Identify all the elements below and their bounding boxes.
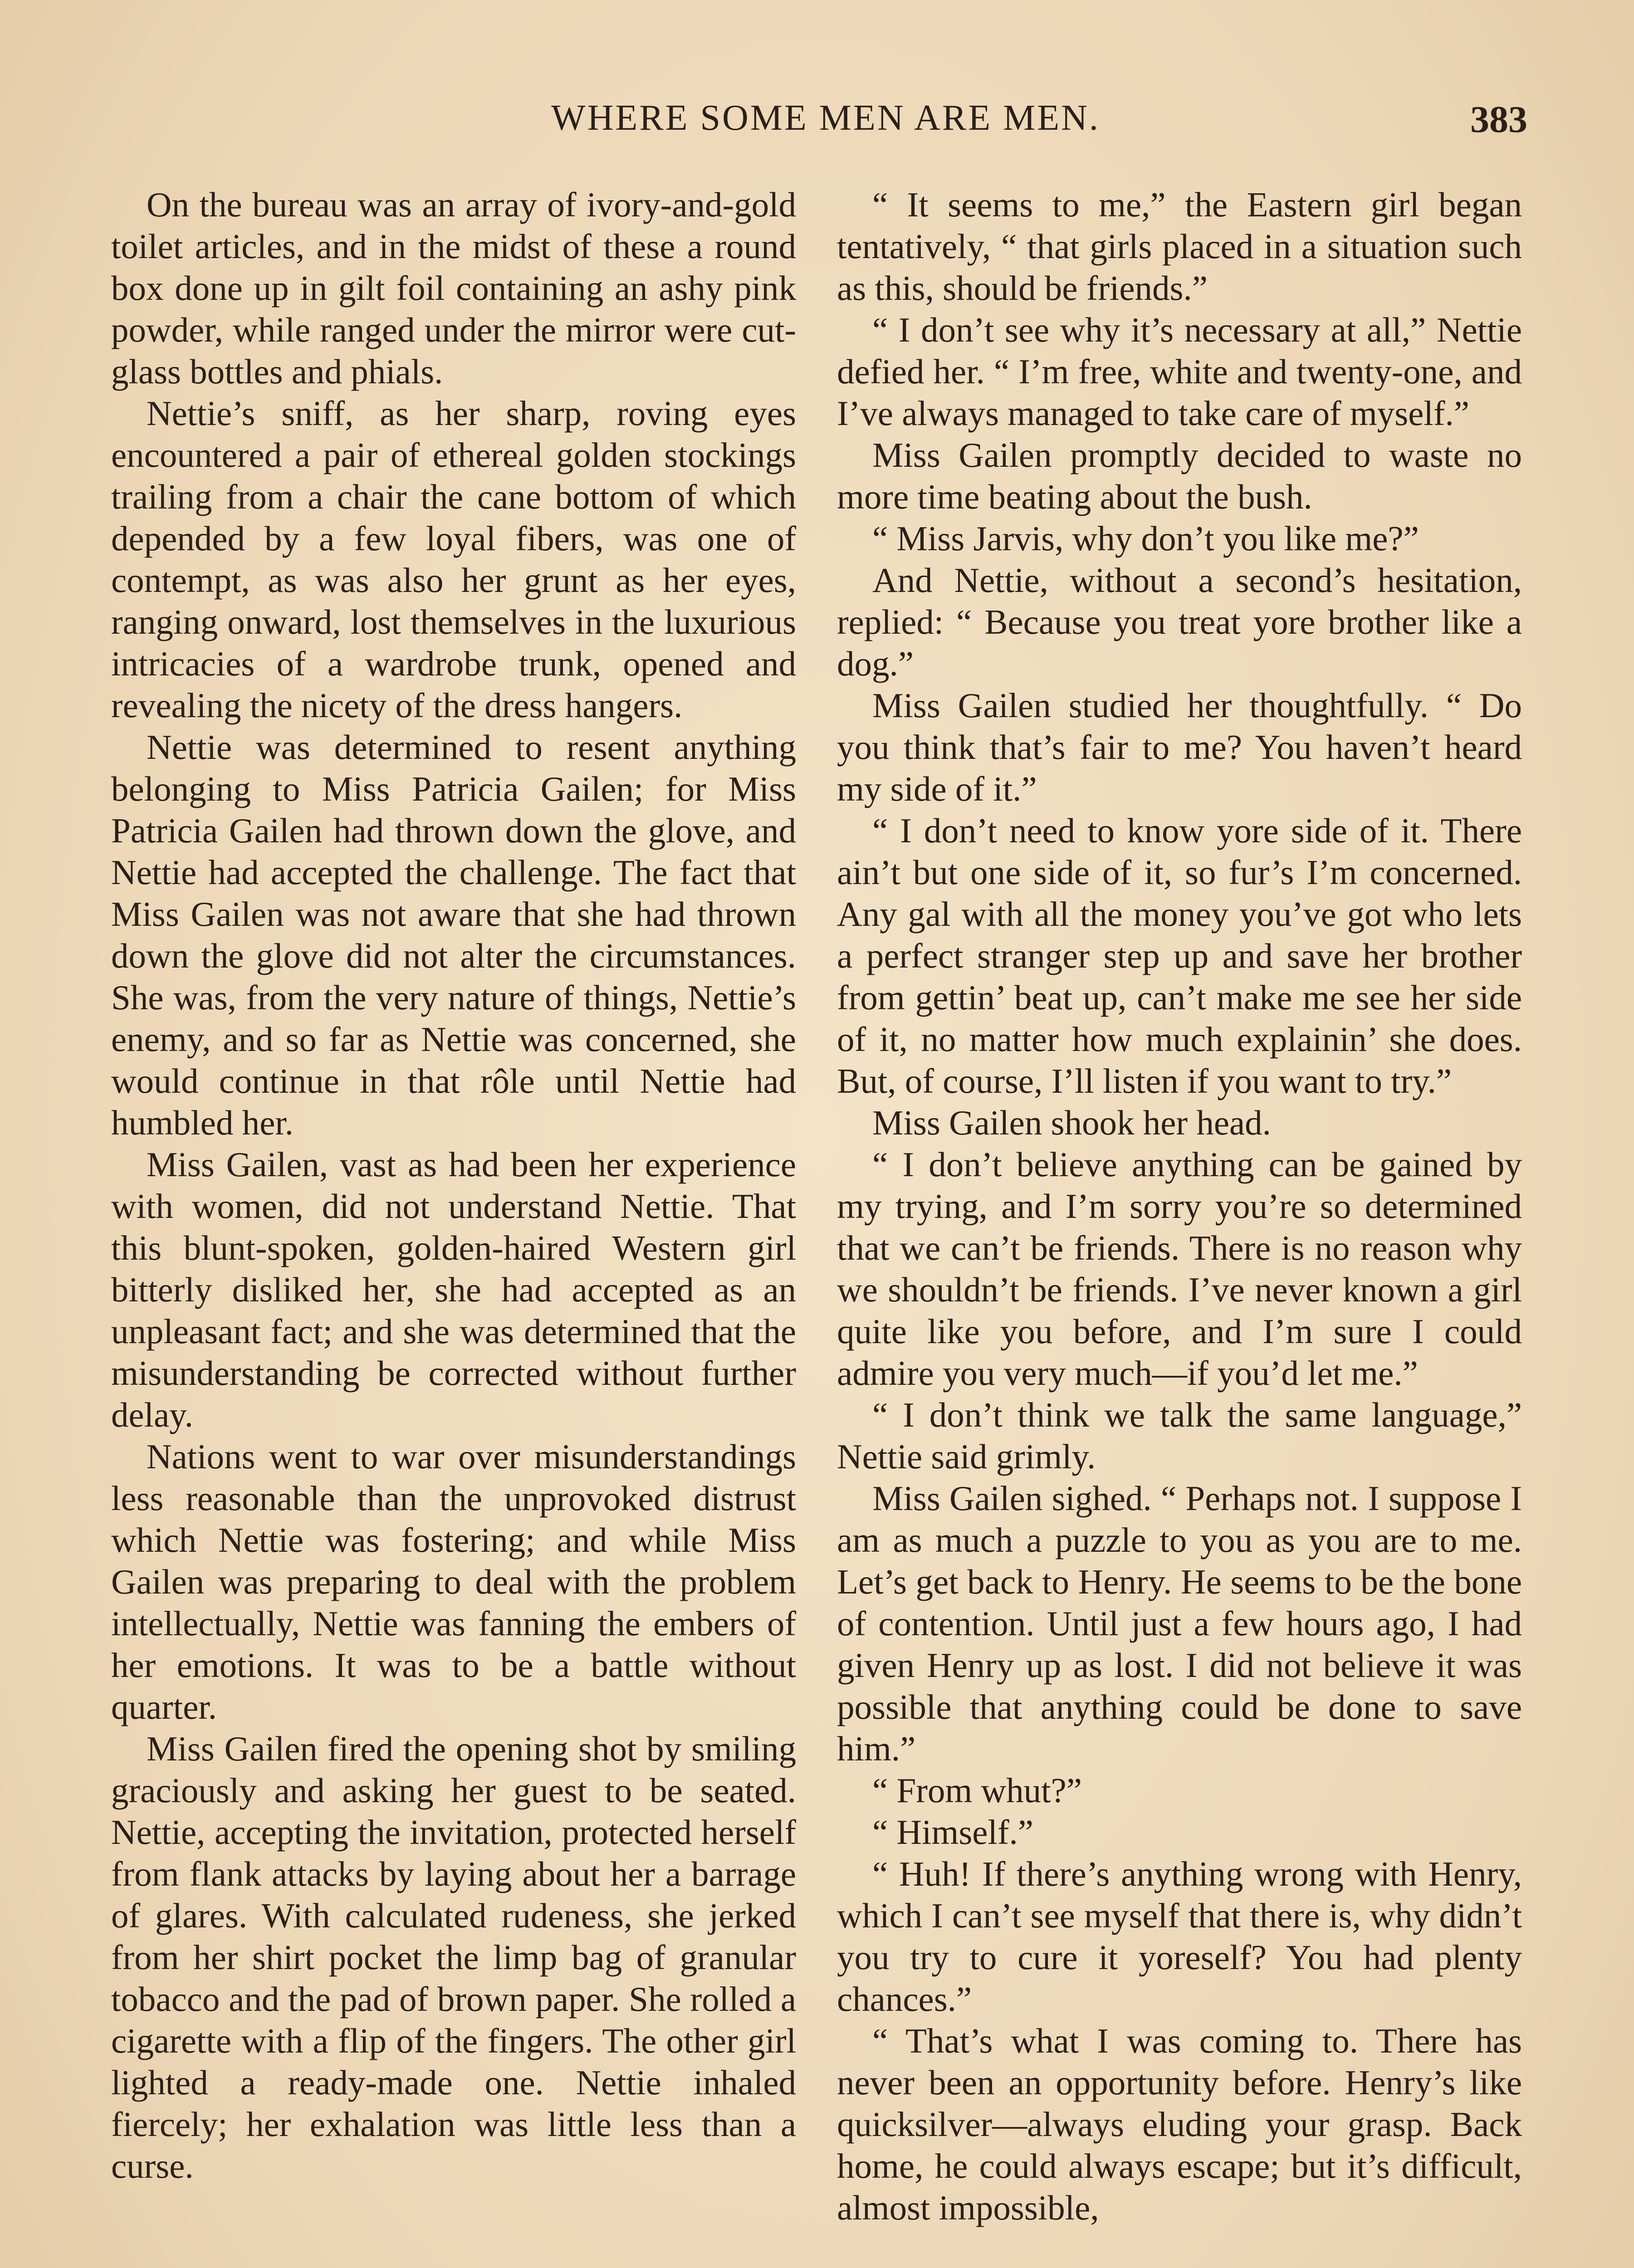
paragraph: On the bureau was an array of ivory-and-gold toilet articles, and in the midst of these a round box done up in gilt foil containing an ashy pink powder, while ranged under the mirror were cut-glass bottles and phials. [111,185,796,391]
paragraph: “ I don’t think we talk the same language,” Nettie said grimly. [837,1395,1522,1476]
paragraph: Miss Gailen, vast as had been her experience with women, did not understand Nettie. That this blunt-spoken, golden-haired Western girl bitterly disliked her, she had accepted as an unpleasant fact; and she was determined that the misunderstanding be corrected without further delay. [111,1145,796,1434]
paragraph: “ Huh! If there’s anything wrong with Henry, which I can’t see myself that there is, why didn’t you try to cure it yoreself? You had plenty chances.” [837,1854,1522,2019]
paragraph: Miss Gailen shook her head. [872,1103,1271,1142]
paragraph: “ It seems to me,” the Eastern girl began tentatively, “ that girls placed in a situation such as this, should be friends.” [837,185,1522,308]
paragraph: And Nettie, without a second’s hesitation, replied: “ Because you treat yore brother like a dog.” [837,561,1522,683]
paragraph: “ Miss Jarvis, why don’t you like me?” [872,519,1419,558]
paragraph: “ I don’t believe anything can be gained by my trying, and I’m sorry you’re so determined that we can’t be friends. There is no reason why we shouldn’t be friends. I’ve never known a girl quite like you before, and I’m sure I could admire you very much—if you’d let me.” [837,1145,1522,1393]
paragraph: “ That’s what I was coming to. There has never been an opportunity before. Henry’s like quicksilver—always eluding your grasp. Back home, he could always escape; but it’s difficult, almost impossible, [837,2021,1522,2227]
paragraph: “ I don’t need to know yore side of it. There ain’t but one side of it, so fur’s I’m concerned. Any gal with all the money you’ve got who lets a perfect stranger step up and save her brother from gettin’ beat up, can’t make me see her side of it, no matter how much explainin’ she does. But, of course, I’ll listen if you want to try.” [837,811,1522,1100]
paragraph: Miss Gailen studied her thoughtfully. “ Do you think that’s fair to me? You haven’t heard my side of it.” [837,686,1522,808]
paragraph: “ From whut?” [872,1771,1082,1810]
paragraph: Nettie was determined to resent anything belonging to Miss Patricia Gailen; for Miss Patricia Gailen had thrown down the glove, and Nettie had accepted the challenge. The fact that Miss Gailen was not aware that she had thrown down the glove did not alter the circumstances. She was, from the very nature of things, Nettie’s enemy, and so far as Nettie was concerned, she would continue in that rôle until Nettie had humbled her. [111,728,796,1142]
paragraph: Nettie’s sniff, as her sharp, roving eyes encountered a pair of ethereal golden stockings trailing from a chair the cane bottom of which depended by a few loyal fibers, was one of contempt, as was also her grunt as her eyes, ranging onward, lost themselves in the luxurious intricacies of a wardrobe trunk, opened and revealing the nicety of the dress hangers. [111,394,796,725]
paragraph: Miss Gailen fired the opening shot by smiling graciously and asking her guest to be seated. Nettie, accepting the invitation, protected herself from flank attacks by laying about her a barrage of glares. With calculated rudeness, she jerked from her shirt pocket the limp bag of granular tobacco and the pad of brown paper. She rolled a cigarette with a flip of the fingers. The other girl lighted a ready-made one. Nettie inhaled fiercely; her exhalation was little less than a curse. [111,1729,796,2185]
left-column [111,184,796,2187]
paragraph: Miss Gailen promptly decided to waste no more time beating about the bush. [837,435,1522,516]
paragraph: Miss Gailen sighed. “ Perhaps not. I suppose I am as much a puzzle to you as you are to me. Let’s get back to Henry. He seems to be the bone of contention. Until just a few hours ago, I had given Henry up as lost. I did not believe it was possible that anything could be done to save him.” [837,1479,1522,1768]
paragraph: “ I don’t see why it’s necessary at all,” Nettie defied her. “ I’m free, white and twenty-one, and I’ve always managed to take care of myself.” [837,310,1522,433]
right-column [837,184,1522,2229]
paragraph: “ Himself.” [872,1813,1033,1852]
running-head: WHERE SOME MEN ARE MEN. [551,98,1100,138]
paragraph: Nations went to war over misunderstandings less reasonable than the unprovoked distrust which Nettie was fostering; and while Miss Gailen was preparing to deal with the problem intellectually, Nettie was fanning the embers of her emotions. It was to be a battle without quarter. [111,1437,796,1726]
page-number: 383 [1470,98,1527,141]
